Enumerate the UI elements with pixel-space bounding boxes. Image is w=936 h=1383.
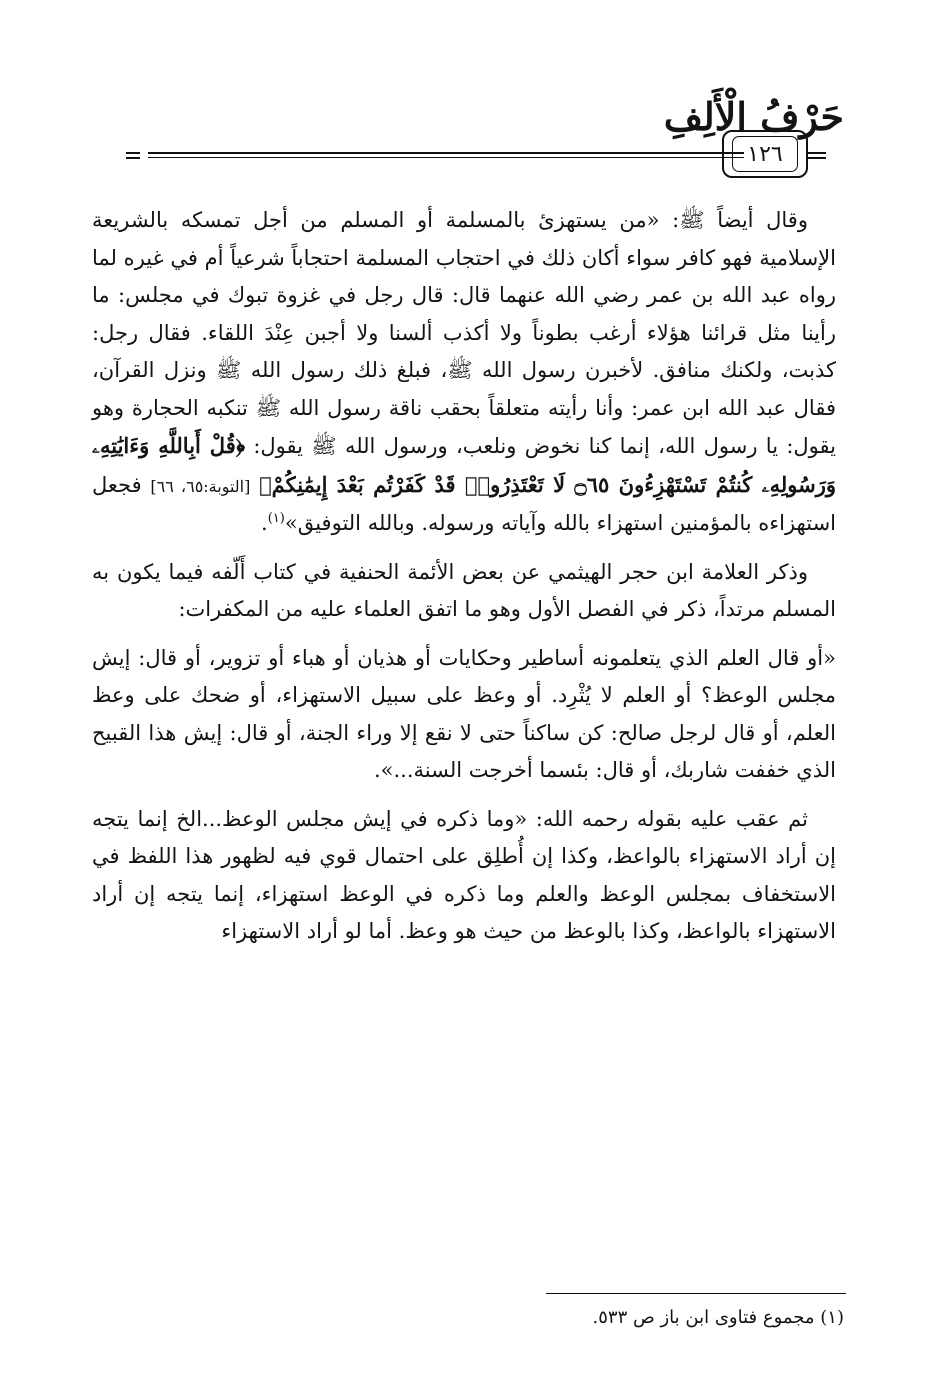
- quran-verse: ﴿قُلْ أَبِاللَّهِ وَءَايَٰتِهِۦ وَرَسُولِهِۦ كُنتُمْ تَسْتَهْزِءُونَ ۝٦٥ لَا تَعْتَذِرُوا۟ قَدْ كَفَرْتُم بَعْدَ إِيمَٰنِكُمْ﴾: [92, 433, 836, 497]
- paragraph-text: وقال أيضاً ﷺ: «من يستهزئ بالمسلمة أو المسلم من أجل تمسكه بالشريعة الإسلامية فهو كافر سواء أكان ذلك في احتجاب المسلمة احتجاباً شرعياً أم في غيره لما رواه عبد الله بن عمر رضي الله عنهما قال: قال رجل في غزوة تبوك في مجلس: ما رأينا مثل قرائنا هؤلاء أرغب بطوناً ولا أكذب ألسنا ولا أجبن عِنْدَ اللقاء. فقال رجل: كذبت، ولكنك منافق. لأخبرن رسول الله ﷺ، فبلغ ذلك رسول الله ﷺ ونزل القرآن، فقال عبد الله ابن عمر: وأنا رأيته متعلقاً بحقب ناقة رسول الله ﷺ تنكبه الحجارة وهو يقول: يا رسول الله، إنما كنا نخوض ونلعب، ورسول الله ﷺ يقول:: [92, 208, 836, 458]
- main-text: [92, 202, 836, 951]
- chapter-title: حَرْفُ الْأَلِفِ: [663, 94, 844, 139]
- paragraph-fatwa-quote: [92, 202, 836, 543]
- paragraph-commentary: ثم عقب عليه بقوله رحمه الله: «وما ذكره في إيش مجلس الوعظ...الخ إنما يتجه إن أراد الاستهزاء بالواعظ، وكذا إن أُطلِق على احتمال قوي فيه لظهور هذا اللفظ في الاستخفاف بمجلس الوعظ والعلم وما ذكره في الوعظ استهزاء، إنما يتجه إن أراد الاستهزاء بالواعظ، وكذا بالوعظ من حيث هو وعظ. أما لو أراد الاستهزاء: [92, 806, 836, 943]
- footnote-marker: (١): [267, 511, 285, 526]
- paragraph-text: فجعل استهزاءه بالمؤمنين استهزاء بالله وآياته ورسوله. وبالله التوفيق»: [92, 472, 836, 535]
- verse-reference: [التوبة:٦٥، ٦٦]: [150, 476, 251, 496]
- paragraph-text: .: [261, 511, 268, 535]
- paragraph-mukaffirat-quote: «أو قال العلم الذي يتعلمونه أساطير وحكايات أو هذيان أو هباء أو تزوير، أو قال: إيش مجلس الوعظ؟ أو العلم لا يُثْرِد. أو وعظ على سبيل الاستهزاء، أو ضحك على وعظ العلم، أو قال لرجل صالح: كن ساكناً حتى لا نقع إلا وراء الجنة، أو قال: إيش هذا القبيح الذي خففت شاربك، أو قال: بئسما أخرجت السنة...».: [92, 645, 836, 782]
- footnote: (١) مجموع فتاوى ابن باز ص ٥٣٣.: [592, 1307, 844, 1328]
- footnote-rule: [546, 1293, 846, 1294]
- paragraph-ibn-hajar: وذكر العلامة ابن حجر الهيثمي عن بعض الأئمة الحنفية في كتاب أَلّفه فيما يكون به المسلم مرتداً، ذكر في الفصل الأول وهو ما اتفق العلماء عليه من المكفرات:: [92, 559, 836, 621]
- page-number-frame-wing: [808, 152, 826, 159]
- page-number: ١٢٦: [732, 136, 798, 172]
- header-rule: [148, 152, 744, 158]
- header-end-mark: [126, 152, 140, 159]
